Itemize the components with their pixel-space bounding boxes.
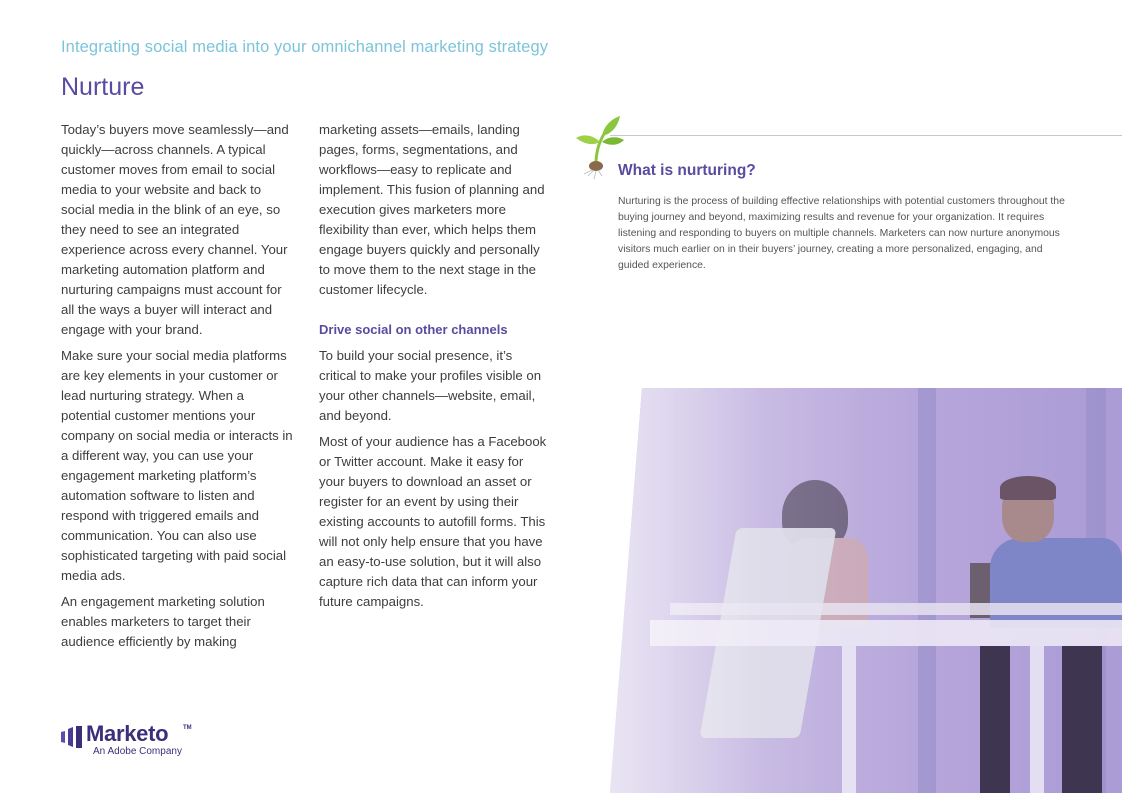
sidebar-title: What is nurturing?: [618, 162, 756, 179]
sidebar-divider: [610, 135, 1122, 136]
page-title: Nurture: [61, 73, 145, 101]
paragraph: Today’s buyers move seamlessly—and quickly—across channels. A typical customer moves from email to social media to your website and back to social media in the blink of an eye, so they need to see an integrated experience across every channel. Your marketing automation platform and nurturing campaigns must account for all the ways a buyer will interact and engage with your brand.: [61, 122, 289, 337]
paragraph: Make sure your social media platforms are key elements in your customer or lead nurturing strategy. When a potential customer mentions your company on social media or interacts in a different way, you can use your engagement marketing platform’s automation software to listen and respond with triggered emails and communication. You can also use sophisticated targeting with paid social media ads.: [61, 348, 293, 583]
paragraph: To build your social presence, it’s critical to make your profiles visible on your other channels—website, email, and beyond.: [319, 348, 542, 423]
marketo-logo-icon: [61, 726, 83, 748]
section-kicker: Integrating social media into your omnichannel marketing strategy: [61, 38, 549, 56]
logo-tagline: An Adobe Company: [93, 746, 182, 757]
office-photo: [610, 388, 1122, 793]
body-column-1: [61, 120, 293, 658]
logo-trademark: TM: [183, 725, 192, 731]
subheading: Drive social on other channels: [319, 322, 508, 337]
logo-wordmark: Marketo: [86, 721, 169, 746]
body-column-2: [319, 120, 551, 618]
paragraph: marketing assets—emails, landing pages, forms, segmentations, and workflows—easy to replicate and implement. This fusion of planning and execution gives marketers more flexibility than ever, which helps them engage buyers quickly and personally to move them to the next stage in the customer lifecycle.: [319, 122, 545, 297]
paragraph: An engagement marketing solution enables marketers to target their audience efficiently by making: [61, 594, 265, 649]
paragraph: Most of your audience has a Facebook or Twitter account. Make it easy for your buyers to download an asset or register for an event by using their existing accounts to autofill forms. This will not only help ensure that you have an easy-to-use solution, but it will also capture rich data that can inform your future campaigns.: [319, 434, 547, 609]
sidebar-body: Nurturing is the process of building effective relationships with potential customers throughout the buying journey and beyond, maximizing results and revenue for your organization. It requires listening and responding to buyers on multiple channels. Marketers can now nurture anonymous visitors much earlier on in their buyers’ journey, creating a more personalized, engaging, and guided experience.: [618, 196, 1065, 271]
